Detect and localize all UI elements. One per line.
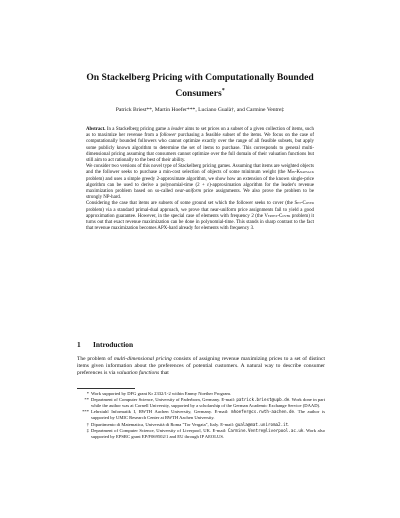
email-address: patrick.briest@upb.de (236, 397, 290, 403)
footnote-rule (77, 388, 135, 389)
problem-name: Vertex-Cover (264, 213, 291, 219)
author-list: Patrick Briest**, Martin Hoefer***, Luciano Gualà†, and Carmine Ventre‡ (115, 107, 285, 113)
emphasis-text: valuation functions (116, 369, 160, 376)
footnote (77, 428, 325, 440)
paper-title (40, 72, 360, 100)
text-run: problem) via a standard primal-dual approach, we prove that near-uniform price assignments fail to yield a good approximation guarantee. However, in the special case of elements with frequency 2 (the (86, 207, 314, 219)
emphasis-text: follower (159, 133, 177, 139)
abstract-paragraph-2 (86, 164, 314, 201)
text-run: The problem of (77, 356, 114, 362)
introduction-text (77, 356, 325, 376)
email-address: mhoefer@cs.rwth-aachen.de (231, 409, 295, 415)
text-run: Considering the case that items are subsets of some ground set which the follower seeks to cover (the (86, 201, 295, 207)
text-run: consists of assigning revenue maximizing prices to a set of distinct items given information about the preferences of potential customers. A natural way to describe consumer preferences is via (77, 356, 325, 376)
text-run: aims to set prices on a subset of a given collection of items, such as to maximize her revenue from a (86, 127, 314, 139)
problem-name: Min-Knapsack (287, 170, 314, 176)
text-run: problem) and uses a simple greedy 2-approximate algorithm, we show how an extension of the known single-price algorithm can be used to derive a polynomial-time (2 + ε)-approximation algorithm for the leader's revenue maximization problem based on so-called (86, 176, 314, 195)
footnotes (77, 391, 325, 440)
text-run: problem) it turns out that exact revenue maximization can be done in polynomial-time. This stands in sharp contrast to the fact that revenue maximization becomes APX-hard already for elements with frequency 3. (86, 213, 315, 232)
text-run: In a Stackelberg pricing game a (105, 127, 172, 132)
emphasis-text: leader (171, 127, 184, 132)
intro-paragraph (77, 356, 325, 376)
text-run: price assignments. We also prove the problem to be strongly NP-hard. (86, 189, 314, 201)
title-line-1: On Stackelberg Pricing with Computationally Bounded (86, 72, 314, 83)
text-run: Department of Computer Science, University of Paderborn, Germany. E-mail: (91, 397, 237, 403)
text-run: Department of Computer Science, University of Liverpool, UK. E-mail: (91, 427, 228, 433)
footnote-text (91, 409, 325, 421)
rich-text (86, 127, 314, 163)
text-run: . Work also supported by EPSRC grant EP/F069502/1 and EU through IP AEOLUS. (91, 427, 325, 439)
text-run: Work supported by DFG grant Kr 2332/1-2 within Emmy Noether Program. (91, 391, 232, 396)
text-run: purchasing a feasible subset of the items. We focus on the case of computationally bounded followers who cannot optimize exactly over the range of all feasible subsets, but apply some publicly known algorithm to determine the set of items to purchase. This corresponds to general multi-dimensional pricing assuming that consumers cannot optimize over the full domain of their valuation functions but still aim to act rationally to the best of their ability. (86, 133, 314, 164)
footnote-mark: † (86, 421, 89, 427)
footnote-mark: *** (82, 409, 89, 415)
email-address: guala@mat.uniroma2.it (235, 421, 289, 427)
abstract-heading: Abstract. (86, 127, 106, 132)
footnote (77, 409, 325, 421)
text-run: . Work done in part while the author was at Cornell University, supported by a scholarship of the German Academic Exchange Service (DAAD). (91, 397, 325, 409)
footnote-mark: ** (84, 397, 89, 403)
footnote-mark: ‡ (86, 427, 89, 433)
footnote-text (91, 397, 325, 409)
text-run: Dipartimento di Matematica, Università di Roma "Tor Vergata", Italy. E-mail: (91, 421, 236, 427)
footnote (77, 397, 325, 409)
text-run: . The author is supported by UMIC Research Center at RWTH Aachen University. (91, 409, 326, 421)
text-run: that (159, 369, 169, 376)
section-title: Introduction (93, 340, 134, 349)
footnote-text (91, 422, 325, 428)
abstract (86, 127, 314, 232)
footnote (77, 391, 325, 397)
footnote (77, 422, 325, 428)
footnote-text (91, 391, 325, 397)
text-run: Lehrstuhl Informatik I, RWTH Aachen University, Germany. E-mail: (91, 409, 232, 415)
text-run: We consider two versions of this novel type of Stackelberg pricing games. Assuming that items are weighted objects and the follower seeks to purchase a min-cost selection of objects of some minimum weight (the (86, 164, 314, 176)
title-line-2: Consumers (175, 87, 222, 99)
emphasis-text: multi-dimensional pricing (113, 356, 172, 362)
section-number: 1 (77, 340, 81, 349)
footnote-mark: * (86, 391, 89, 396)
emphasis-text: near-uniform (175, 189, 202, 195)
abstract-paragraph-3 (86, 201, 314, 232)
problem-name: Set-Cover (294, 201, 314, 207)
section-heading (77, 340, 327, 349)
text-run: . (288, 421, 290, 427)
title-footnote-mark: * (221, 87, 225, 94)
abstract-paragraph-1 (86, 127, 314, 164)
footnote-text (91, 428, 325, 440)
email-address: Carmine.Ventre@liverpool.ac.uk (227, 427, 304, 433)
